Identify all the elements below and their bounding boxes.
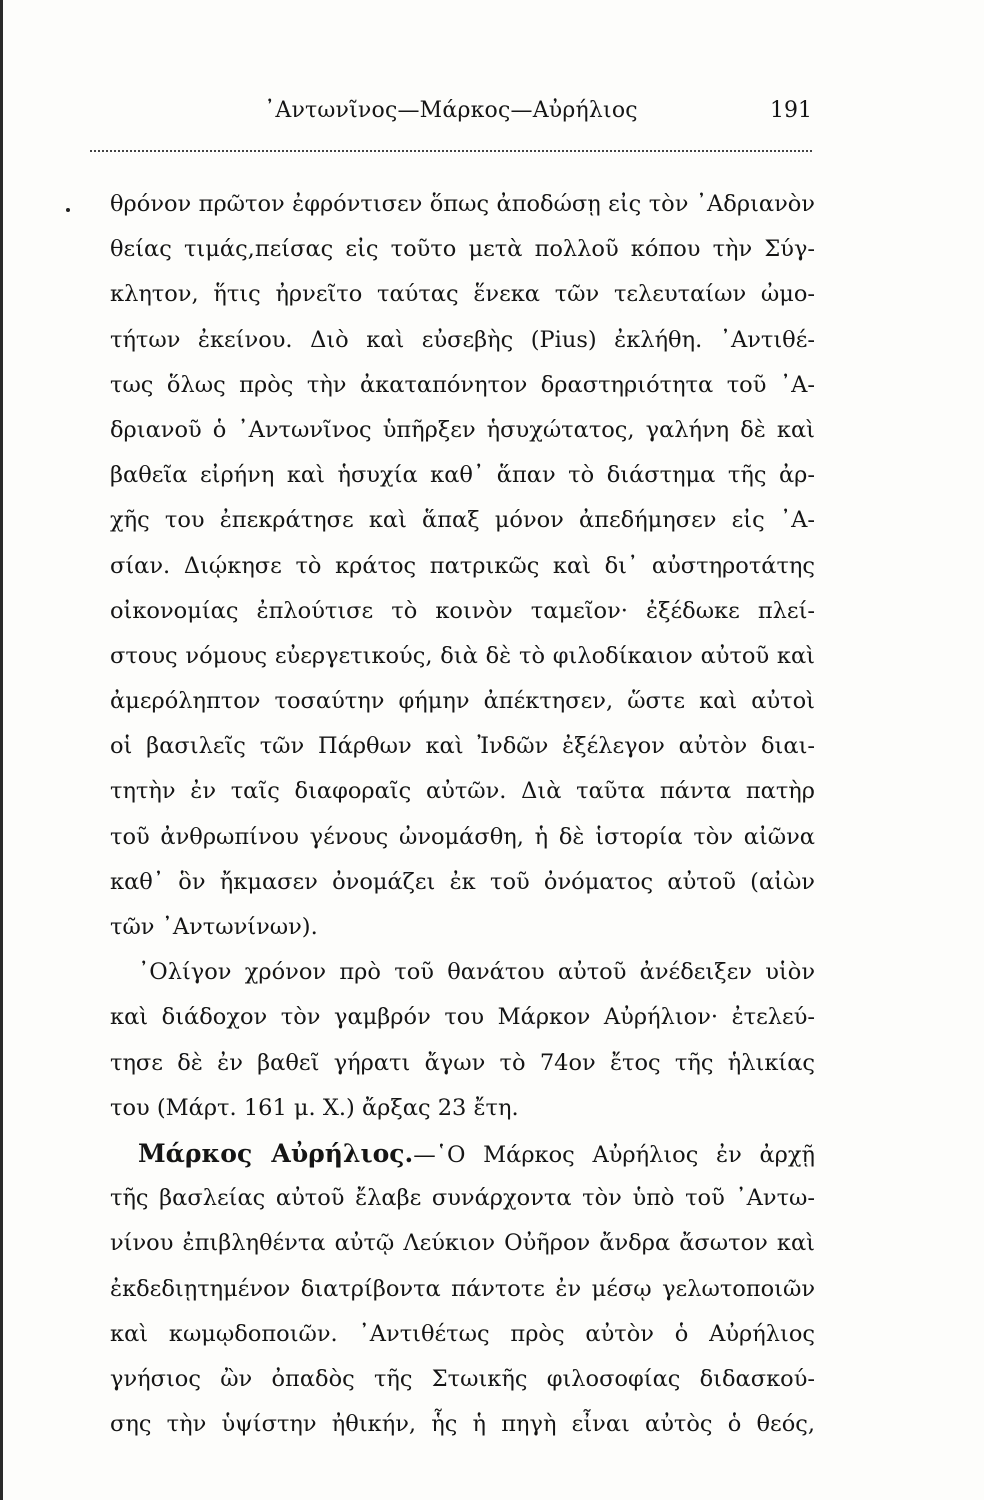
text-line: κλητον, ἥτις ἠρνεῖτο ταύτας ἕνεκα τῶν τελευταίων ὠμο- [110,281,815,308]
section-first-line [110,1131,815,1176]
text-line: του (Μάρτ. 161 μ. Χ.) ἄρξας 23 ἔτη. [110,1094,519,1121]
text-line: βαθεῖα εἰρήνη καὶ ἡσυχία καθ᾿ ἅπαν τὸ διάστημα τῆς ἀρ- [110,462,815,489]
header-rule [90,150,812,152]
text-line: δριανοῦ ὁ ᾿Αντωνῖνος ὑπῆρξεν ἡσυχώτατος, γαλήνη δὲ καὶ [110,416,815,443]
text-line: καὶ διάδοχον τὸν γαμβρόν του Μάρκον Αὐρήλιον· ἐτελεύ- [110,1004,815,1031]
text-line: θρόνον πρῶτον ἐφρόντισεν ὅπως ἀποδώσῃ εἰς τὸν ᾿Αδριανὸν [110,191,815,217]
text-line: τήτων ἐκείνου. Διὸ καὶ εὐσεβὴς (Pius) ἐκλήθη. ᾿Αντιθέ- [110,326,815,353]
text-line: ᾿Ολίγον χρόνον πρὸ τοῦ θανάτου αὐτοῦ ἀνέδειξεν υἱὸν [138,959,815,986]
text-line: τῆς βασλείας αὐτοῦ ἔλαβε συνάρχοντα τὸν ὑπὸ τοῦ ᾿Αντω- [110,1185,815,1212]
page-edge-shadow [0,0,3,1500]
text-line: τητὴν ἐν ταῖς διαφοραῖς αὐτῶν. Διὰ ταῦτα πάντα πατὴρ [110,778,815,805]
page-number: 191 [770,98,812,123]
text-line: ἐκδεδιῃτημένον διατρίβοντα πάντοτε ἐν μέσῳ γελωτοποιῶν [110,1275,815,1302]
running-title: ᾿Αντωνῖνος—Μάρκος—Αὐρήλιος [264,98,638,123]
margin-mark [66,208,70,212]
section-heading: Μάρκος Αὐρήλιος. [138,1138,414,1168]
text-line: τησε δὲ ἐν βαθεῖ γήρατι ἄγων τὸ 74ον ἔτος τῆς ἡλικίας [110,1049,815,1076]
text-line: θείας τιμάς,πείσας εἰς τοῦτο μετὰ πολλοῦ κόπου τὴν Σύγ- [110,236,815,263]
text-line: τως ὅλως πρὸς τὴν ἀκαταπόνητον δραστηριότητα τοῦ ᾿Α- [110,371,815,398]
text-line: τῶν ᾿Αντωνίνων). [110,914,318,940]
running-header [90,98,812,132]
text-line: γνήσιος ὢν ὀπαδὸς τῆς Στωικῆς φιλοσοφίας διδασκού- [110,1365,815,1392]
text-line: σίαν. Διῴκησε τὸ κράτος πατρικῶς καὶ δι᾿ αὐστηροτάτης [110,552,815,579]
text-line: νίνου ἐπιβληθέντα αὐτῷ Λεύκιον Οὐῆρον ἄνδρα ἄσωτον καὶ [110,1230,815,1257]
text-line: οἱ βασιλεῖς τῶν Πάρθων καὶ Ἰνδῶν ἐξέλεγον αὐτὸν διαι- [110,733,815,760]
text-line: χῆς του ἐπεκράτησε καὶ ἅπαξ μόνον ἀπεδήμησεν εἰς ᾿Α- [110,507,815,534]
text-line: σης τὴν ὑψίστην ἠθικήν, ἧς ἡ πηγὴ εἶναι αὐτὸς ὁ θεός, [110,1411,815,1438]
main-text [110,182,815,1447]
text-line: ἀμερόληπτον τοσαύτην φήμην ἀπέκτησεν, ὥστε καὶ αὐτοὶ [110,688,815,715]
text-line: τοῦ ἀνθρωπίνου γένους ὠνομάσθη, ἡ δὲ ἱστορία τὸν αἰῶνα [110,823,815,850]
text-line: στους νόμους εὐεργετικούς, διὰ δὲ τὸ φιλοδίκαιον αὐτοῦ καὶ [110,642,815,669]
text-line: καθ᾿ ὃν ἤκμασεν ὀνομάζει ἐκ τοῦ ὀνόματος αὐτοῦ (αἰὼν [110,868,815,895]
text-line: οἰκονομίας ἐπλούτισε τὸ κοινὸν ταμεῖον· ἐξέδωκε πλεί- [110,597,815,624]
section-first-line-text: —῾Ο Μάρκος Αὐρήλιος ἐν ἀρχῇ [413,1141,815,1168]
text-line: καὶ κωμῳδοποιῶν. ᾿Αντιθέτως πρὸς αὐτὸν ὁ Αὐρήλιος [110,1320,815,1347]
